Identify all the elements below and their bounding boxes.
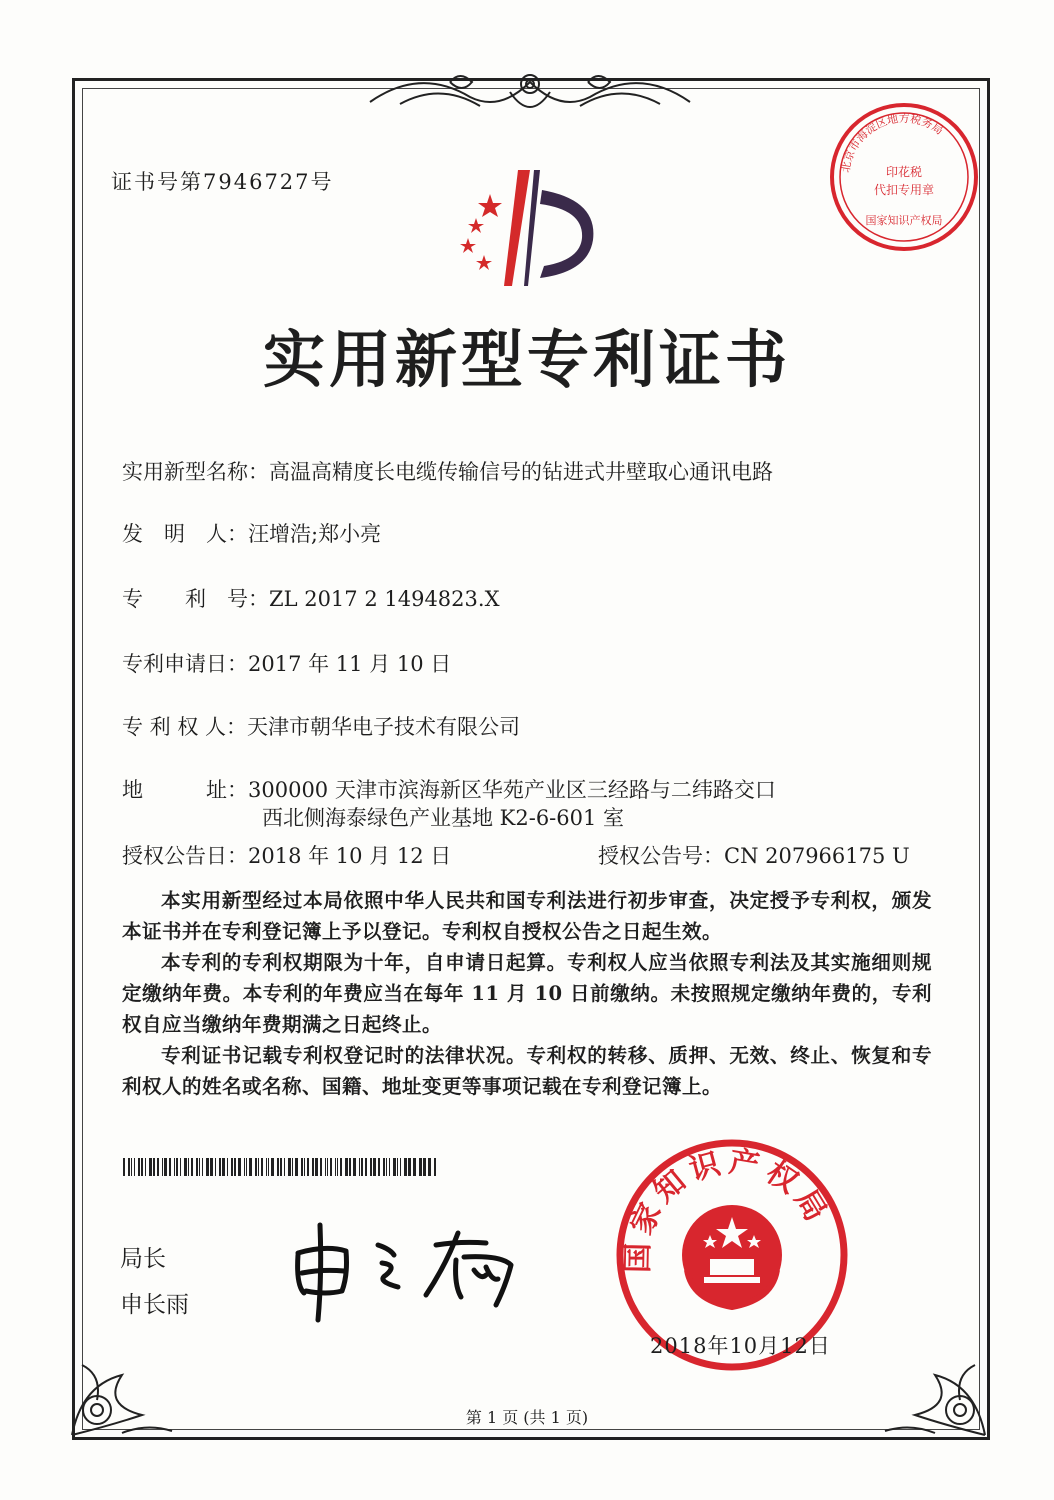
bottom-right-ornament bbox=[875, 1345, 995, 1445]
seal-date: 2018年10月12日 bbox=[650, 1334, 831, 1358]
patent-office-emblem bbox=[448, 160, 618, 300]
field-inventor-label: 发 明 人： bbox=[122, 522, 248, 546]
field-patent-number bbox=[122, 583, 500, 613]
director-title: 局长 bbox=[120, 1246, 166, 1272]
field-address-line1: 300000 天津市滨海新区华苑产业区三经路与二纬路交口 bbox=[248, 778, 776, 802]
field-address-line2: 西北侧海泰绿色产业基地 K2-6-601 室 bbox=[262, 806, 625, 830]
field-inventor-value: 汪增浩;郑小亮 bbox=[248, 522, 382, 546]
paragraph-3: 专利证书记载专利权登记时的法律状况。专利权的转移、质押、无效、终止、恢复和专利权人的姓名或名称、国籍、地址变更等事项记载在专利登记簿上。 bbox=[122, 1044, 932, 1098]
top-ornament bbox=[360, 62, 700, 122]
certificate-number: 证书号第7946727号 bbox=[111, 170, 334, 194]
field-name bbox=[122, 456, 773, 486]
field-apply-date-value: 2017 年 11 月 10 日 bbox=[248, 652, 452, 676]
barcode bbox=[123, 1158, 437, 1176]
field-holder-label: 专 利 权 人： bbox=[122, 715, 248, 739]
director-signature bbox=[286, 1215, 526, 1325]
field-patent-number-label: 专 利 号： bbox=[122, 587, 269, 611]
tax-seal-line2: 代扣专用章 bbox=[873, 183, 935, 197]
field-grant-date-value: 2018 年 10 月 12 日 bbox=[248, 844, 452, 868]
bottom-left-ornament bbox=[62, 1345, 182, 1445]
paragraph-1: 本实用新型经过本局依照中华人民共和国专利法进行初步审查，决定授予专利权，颁发本证书并在专利登记簿上予以登记。专利权自授权公告之日起生效。 bbox=[122, 889, 932, 943]
svg-text:国家知识产权局: 国家知识产权局 bbox=[620, 1144, 837, 1274]
field-grant-number bbox=[598, 840, 910, 870]
field-apply-date bbox=[122, 648, 451, 678]
paragraph-2: 本专利的专利权期限为十年，自申请日起算。专利权人应当依照专利法及其实施细则规定缴纳年费。本专利的年费应当在每年 11 月 10 日前缴纳。未按照规定缴纳年费的，专利权自应当缴纳年费期满之日起终止。 bbox=[122, 951, 932, 1036]
field-holder-value: 天津市朝华电子技术有限公司 bbox=[247, 715, 521, 739]
tax-stamp-seal bbox=[825, 98, 983, 256]
field-patent-number-value: ZL 2017 2 1494823.X bbox=[269, 587, 500, 611]
svg-text:北京市海淀区地方税务局: 北京市海淀区地方税务局 bbox=[839, 112, 946, 174]
field-apply-date-label: 专利申请日： bbox=[122, 652, 248, 676]
field-address-label: 地 址： bbox=[122, 778, 248, 802]
field-address bbox=[122, 774, 776, 804]
field-grant-date-label: 授权公告日： bbox=[122, 844, 248, 868]
tax-seal-bottom: 国家知识产权局 bbox=[865, 214, 943, 227]
field-grant-date bbox=[122, 840, 451, 870]
field-inventor bbox=[122, 518, 381, 548]
director-name: 申长雨 bbox=[120, 1292, 189, 1318]
tax-seal-line1: 印花税 bbox=[885, 165, 923, 179]
page-number: 第 1 页 (共 1 页) bbox=[465, 1408, 589, 1427]
field-holder bbox=[122, 711, 520, 741]
field-name-value: 高温高精度长电缆传输信号的钻进式井壁取心通讯电路 bbox=[269, 460, 773, 484]
field-name-label: 实用新型名称： bbox=[122, 460, 269, 484]
field-grant-number-label: 授权公告号： bbox=[598, 844, 724, 868]
field-grant-number-value: CN 207966175 U bbox=[724, 844, 910, 868]
certificate-title: 实用新型专利证书 bbox=[262, 323, 791, 396]
